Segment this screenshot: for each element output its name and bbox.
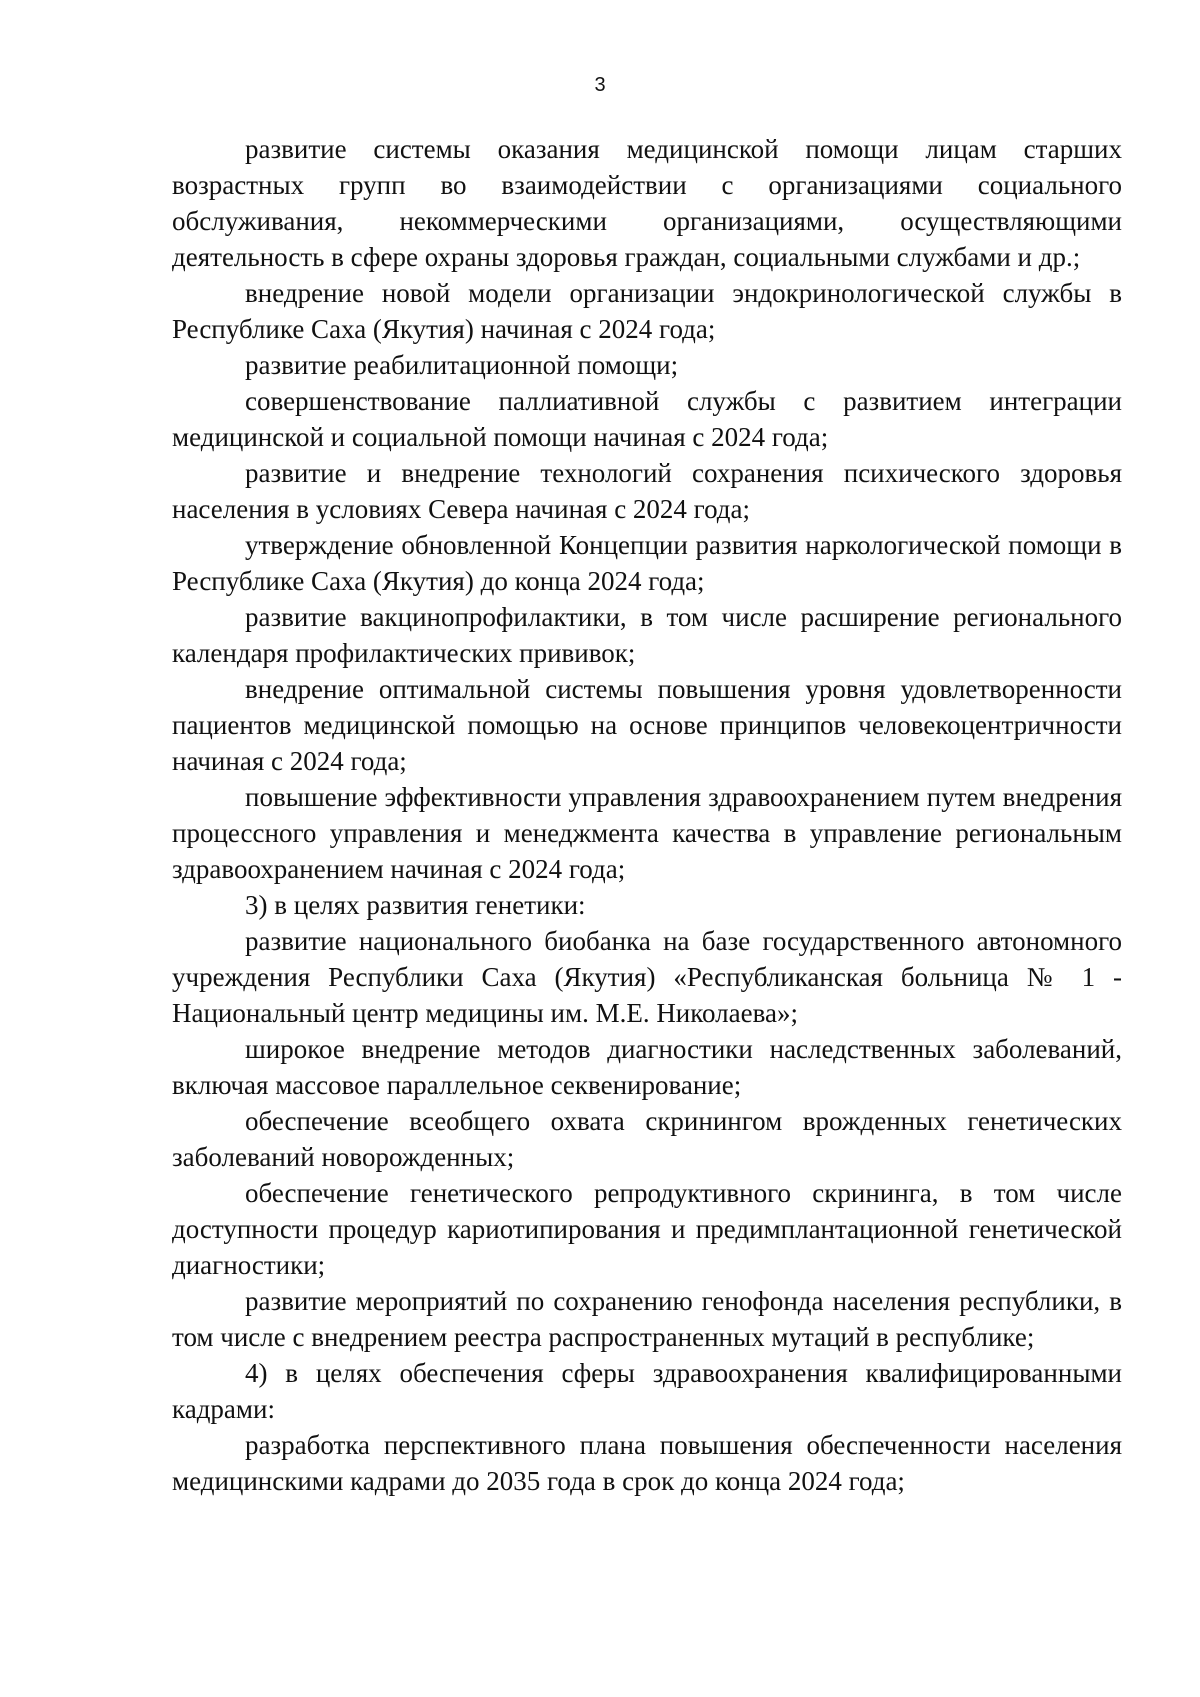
paragraph: утверждение обновленной Концепции развития наркологической помощи в Республике Саха (Якутия) до конца 2024 года; <box>172 530 1122 596</box>
paragraph: повышение эффективности управления здравоохранением путем внедрения процессного управления и менеджмента качества в управление региональным здравоохранением начиная с 2024 года; <box>172 782 1122 884</box>
paragraph: внедрение оптимальной системы повышения уровня удовлетворенности пациентов медицинской помощью на основе принципов человекоцентричности начиная с 2024 года; <box>172 674 1122 776</box>
paragraph: обеспечение генетического репродуктивного скрининга, в том числе доступности процедур кариотипирования и предимплантационной генетической диагностики; <box>172 1178 1122 1280</box>
page-number: 3 <box>594 74 606 96</box>
paragraph: развитие вакцинопрофилактики, в том числе расширение регионального календаря профилактических прививок; <box>172 602 1122 668</box>
paragraph: разработка перспективного плана повышения обеспеченности населения медицинскими кадрами до 2035 года в срок до конца 2024 года; <box>172 1430 1122 1496</box>
paragraph: обеспечение всеобщего охвата скринингом врожденных генетических заболеваний новорожденных; <box>172 1106 1122 1172</box>
paragraph: развитие системы оказания медицинской помощи лицам старших возрастных групп во взаимодействии с организациями социального обслуживания, некоммерческими организациями, осуществляющими деятельность в сфере охраны здоровья граждан, социальными службами и др.; <box>172 134 1122 272</box>
paragraph: развитие и внедрение технологий сохранения психического здоровья населения в условиях Севера начиная с 2024 года; <box>172 458 1122 524</box>
section-heading-staffing: 4) в целях обеспечения сферы здравоохранения квалифицированными кадрами: <box>172 1358 1122 1424</box>
paragraph: развитие национального биобанка на базе государственного автономного учреждения Республики Саха (Якутия) «Республиканская больница № 1 - Национальный центр медицины им. М.Е. Николаева»; <box>172 926 1122 1028</box>
paragraph: совершенствование паллиативной службы с развитием интеграции медицинской и социальной помощи начиная с 2024 года; <box>172 386 1122 452</box>
paragraph: развитие мероприятий по сохранению генофонда населения республики, в том числе с внедрением реестра распространенных мутаций в республике; <box>172 1286 1122 1352</box>
paragraph: широкое внедрение методов диагностики наследственных заболеваний, включая массовое параллельное секвенирование; <box>172 1034 1122 1100</box>
paragraph: внедрение новой модели организации эндокринологической службы в Республике Саха (Якутия) начиная с 2024 года; <box>172 278 1122 344</box>
document-body <box>172 131 1122 1499</box>
section-heading-genetics: 3) в целях развития генетики: <box>245 890 586 920</box>
paragraph: развитие реабилитационной помощи; <box>245 350 679 380</box>
